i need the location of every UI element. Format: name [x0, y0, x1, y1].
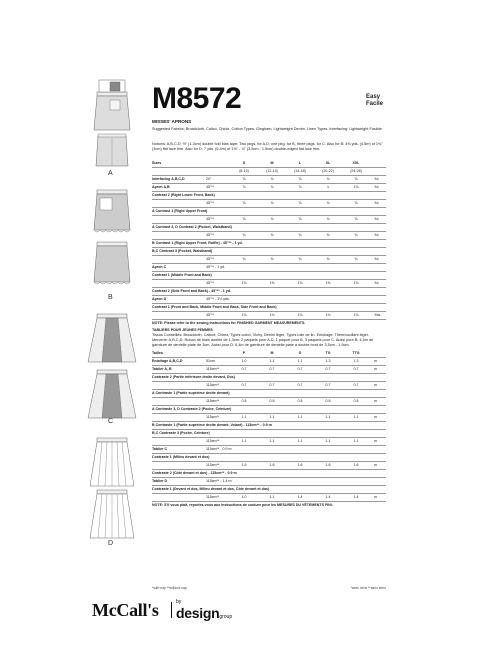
size-range-cell: (8-10) [239, 169, 249, 173]
yardage-value: ⅛ [270, 177, 274, 181]
yardage-value: 1.1 [325, 439, 331, 443]
yardage-row-label: Entoilage A,B,C,D [152, 359, 183, 363]
fabric-width: 115cm** [206, 439, 220, 443]
yardage-unit: m [374, 399, 377, 403]
yardage-value: 1.4 [353, 495, 359, 499]
yardage-value: 0.7 [241, 367, 247, 371]
mccalls-logo: McCall's [92, 600, 159, 620]
yardage-value: ⅝ [242, 233, 246, 237]
yardage-row-label: B,C Contrast 3 (Pocket, Waistband) [152, 249, 213, 253]
yardage-row-label: Tablier D [152, 479, 168, 483]
nap-legend [152, 586, 386, 592]
view-label-a: A [108, 170, 113, 177]
yardage-value: 0.5 [325, 399, 331, 403]
yardage-value: 1.1 [241, 439, 247, 443]
french-title: TABLIERS POUR JEUNES FEMMES [152, 328, 213, 332]
yardage-value: 0.7 [325, 367, 331, 371]
yardage-value: 1⅛ [269, 313, 275, 317]
yardage-row-label: Interfacing A,B,C,D [152, 177, 185, 181]
yardage-row [152, 422, 386, 430]
yardage-row [152, 184, 386, 192]
yardage-value: 1.4 [297, 495, 303, 499]
nap-legend-fr: *avec sens **sans sens [350, 586, 386, 590]
yardage-row [152, 366, 386, 374]
yardage-value: ⅝ [354, 257, 358, 261]
view-label-c: C [108, 418, 114, 425]
yardage-row-label: Tablier A, B [152, 367, 172, 371]
pattern-number: M8572 [152, 82, 242, 115]
yardage-value: ⅝ [298, 233, 302, 237]
yardage-row [152, 312, 386, 320]
yardage-row-label: B Contraste 1 (Partie supérieur droite devant, Volant) - 115cm** - 0.9 m [152, 423, 272, 427]
yardage-row [152, 462, 386, 470]
yardage-row-label: A Contrast 1 (Right Upper Front) [152, 209, 208, 213]
yardage-value: 1.1 [269, 495, 275, 499]
difficulty-rating [366, 94, 383, 108]
yardage-value: 1 [327, 185, 329, 189]
size-header-cell: M [270, 351, 274, 355]
yardage-value: 0.7 [297, 367, 303, 371]
yardage-value: 1.1 [353, 415, 359, 419]
yardage-row [152, 200, 386, 208]
yardage-row [152, 382, 386, 390]
yardage-row [152, 256, 386, 264]
yardage-row [152, 494, 386, 502]
yardage-value: 0.7 [241, 383, 247, 387]
yardage-value: 1.1 [297, 359, 303, 363]
logo-group: group [219, 614, 233, 620]
fabric-width: 115cm** [206, 367, 220, 371]
yardage-row [152, 264, 386, 272]
yardage-unit: Yds. [374, 313, 382, 317]
yardage-row [152, 454, 386, 462]
fabric-width: 51cm [206, 359, 215, 363]
nap-legend-en: *with nap **without nap [152, 586, 187, 590]
difficulty-fr: Facile [366, 101, 384, 107]
yardage-value: 1⅛ [353, 313, 359, 317]
yardage-value: 0.5 [269, 399, 275, 403]
yardage-row [152, 304, 386, 312]
yardage-value: ⅛ [298, 217, 302, 221]
yardage-table-fr [152, 350, 386, 508]
yardage-value: ⅛ [326, 217, 330, 221]
yardage-row [152, 478, 386, 486]
yardage-row [152, 470, 386, 478]
yardage-value: 1.1 [269, 439, 275, 443]
size-header-label: Sizes [152, 161, 162, 165]
yardage-value: 1.1 [353, 439, 359, 443]
yardage-value: 1.5 [241, 463, 247, 467]
yardage-value: 1⅛ [325, 313, 331, 317]
yardage-value: ⅝ [326, 233, 330, 237]
view-b-illustration [82, 182, 142, 302]
fabric-width: 115cm** [206, 495, 220, 499]
yardage-unit: m [374, 495, 377, 499]
yardage-value: 1⅛ [297, 313, 303, 317]
yardage-value: ⅝ [242, 257, 246, 261]
yardage-value: 1.3 [353, 359, 359, 363]
yardage-value: 1.0 [241, 359, 247, 363]
size-range-cell: (20-22) [322, 169, 334, 173]
yardage-value: ⅛ [270, 217, 274, 221]
yardage-value: 1.1 [297, 415, 303, 419]
size-header-row [152, 160, 386, 168]
fabric-width: 115cm** [206, 463, 220, 467]
notions: Notions: A,B,C,D: ½" (1.3cm) double fold bias tape: Two pkgs. for A,D; one pkg. for B, three pkgs. for C. Also for B: 4⅝ yds. (4.5m) of 1⅜" (3cm) flat lace trim. Also for D: 7 yds. (6.4m) of 1½" - ¾" (3.5cm - 1.5cm) double-edged flat lace trim. [152, 142, 383, 151]
yardage-value: 1.1 [269, 415, 275, 419]
yardage-value: 1.1 [325, 415, 331, 419]
fabric-width: 45"** [206, 233, 215, 237]
size-header-cell: TTG [352, 351, 360, 355]
yardage-row-label: Contraste 2 (Partie inférieure droite devant, Dos) [152, 375, 235, 379]
view-c-illustration [82, 306, 142, 426]
fabric-width: 45"** [206, 281, 215, 285]
pattern-title: MISSES' APRONS [152, 119, 192, 124]
yardage-value: 0.7 [269, 367, 275, 371]
yardage-row [152, 224, 386, 232]
yardage-value: 1.6 [297, 463, 303, 467]
difficulty-en: Easy [366, 94, 381, 100]
yardage-value: 0.7 [353, 383, 359, 387]
yardage-row [152, 272, 386, 280]
yardage-row [152, 358, 386, 366]
fabric-width: 45"** [206, 217, 215, 221]
yardage-value: ⅛ [242, 217, 246, 221]
yardage-row [152, 414, 386, 422]
yardage-row [152, 216, 386, 224]
size-header-cell: M [270, 161, 274, 165]
yardage-row-label: Apron A,B [152, 185, 170, 189]
by-design-group-logo [176, 600, 232, 623]
yardage-row-label: Apron C [152, 265, 167, 269]
suggested-fabrics: Suggested Fabrics: Broadcloth, Calico, Chintz, Cotton Types, Gingham, Lightweight Denim, Linen Types. Interfacing: Lightweight Fusible. [152, 127, 383, 131]
fabric-width: 115cm** [206, 399, 220, 403]
yardage-row [152, 430, 386, 438]
yardage-unit: Yd. [374, 177, 380, 181]
size-header-row [152, 350, 386, 358]
yardage-value: 0.7 [325, 383, 331, 387]
yardage-row [152, 406, 386, 414]
french-notions: Mercerie: A,B,C,D: Ruban de biais double de 1,3cm: 2 paquets pour A,D, 1 paquet pour B, 3 paquets pour C. Aussi pour B: 4,5m de garniture de dentelle plate de 3cm. Aussi pour D: 6,4m de garniture de dentelle plate à double bord de 3,5cm - 1,5cm. [152, 338, 374, 347]
fabric-width: 45"** [206, 257, 215, 261]
size-header-cell: P [242, 351, 246, 355]
yardage-value: ⅝ [298, 257, 302, 261]
yardage-row-label: B Contrast 1 (Right Upper Front, Ruffle) - 45"** - 1 yd. [152, 241, 243, 245]
size-range-cell: (14-18) [294, 169, 306, 173]
size-header-cell: G [298, 351, 302, 355]
yardage-row-label: A Contrast 3, D Contrast 2 (Pocket, Waistband) [152, 225, 232, 229]
yardage-value: 1.6 [325, 463, 331, 467]
yardage-value: ⅞ [270, 185, 274, 189]
fabric-width: 115cm** - 0.9 m [206, 447, 232, 451]
french-section [152, 328, 386, 348]
yardage-value: ⅛ [242, 201, 246, 205]
size-range-cell: (12-14) [266, 169, 278, 173]
yardage-value: 0.5 [241, 399, 247, 403]
yardage-value: 1.1 [297, 439, 303, 443]
yardage-row [152, 296, 386, 304]
logo-by: by [176, 599, 182, 605]
apron-views [82, 70, 142, 547]
size-header-cell: L [298, 161, 302, 165]
table-note: NOTE: S'il vous plaît, reportez-vous aux instructions de couture pour les MESURES DU VÊTEMENTS FINI. [152, 503, 333, 507]
size-header-cell: XL [325, 161, 331, 165]
yardage-value: 1⅝ [325, 281, 331, 285]
size-range-row [152, 168, 386, 176]
yardage-row [152, 486, 386, 494]
yardage-row-label: Contrast 2 (Right Lower Front, Back) [152, 193, 215, 197]
yardage-row [152, 176, 386, 184]
yardage-value: ⅛ [298, 201, 302, 205]
size-header-cell: XXL [352, 161, 360, 165]
yardage-value: ⅝ [326, 257, 330, 261]
yardage-value: 1.0 [241, 495, 247, 499]
yardage-value: ⅝ [354, 233, 358, 237]
yardage-row-label: Contrast 1 (Front and Back, Middle Front and Back, Side Front and Back) [152, 305, 277, 309]
yardage-unit: Yd. [374, 233, 380, 237]
yardage-value: 1.4 [325, 495, 331, 499]
yardage-row-label: Apron D [152, 297, 167, 301]
yardage-row-label: A Contraste 1 (Partie supérieur droite devant) [152, 391, 230, 395]
yardage-unit: m [374, 415, 377, 419]
yardage-value: ⅛ [270, 201, 274, 205]
view-label-b: B [108, 294, 113, 301]
yardage-unit: Yd. [374, 217, 380, 221]
fabric-width: 115cm** - 1.4 m [206, 479, 232, 483]
yardage-value: ⅛ [242, 177, 246, 181]
yardage-value: 0.7 [269, 383, 275, 387]
yardage-value: 1⅛ [241, 313, 247, 317]
yardage-row-label: Contraste 1 (Devant et dos, Milieu devant et dos, Côté devant et dos) [152, 487, 270, 491]
fabric-width: 45"** [206, 201, 215, 205]
yardage-row-label: Contrast 1 (Middle Front and Back) [152, 273, 212, 277]
yardage-unit: m [374, 359, 377, 363]
yardage-row [152, 374, 386, 382]
yardage-value: 0.7 [297, 383, 303, 387]
yardage-row-label: B,C Contraste 3 (Poche, Ceinture) [152, 431, 210, 435]
yardage-unit: m [374, 439, 377, 443]
yardage-row [152, 208, 386, 216]
size-header-cell: S [242, 161, 246, 165]
yardage-row [152, 280, 386, 288]
size-header-label: Tailles [152, 351, 163, 355]
yardage-value: ⅝ [270, 233, 274, 237]
fabric-width: 45"** - 1⅛ yds. [206, 297, 230, 301]
yardage-row [152, 398, 386, 406]
fabric-width: 45"** [206, 185, 215, 189]
yardage-value: ⅛ [354, 217, 358, 221]
yardage-row [152, 438, 386, 446]
yardage-row [152, 446, 386, 454]
yardage-value: ⅛ [354, 201, 358, 205]
yardage-row-label: Tablier C [152, 447, 168, 451]
yardage-value: 1.3 [325, 359, 331, 363]
yardage-value: ⅛ [298, 177, 302, 181]
yardage-unit: Yd. [374, 257, 380, 261]
yardage-row [152, 232, 386, 240]
yardage-value: ⅝ [270, 257, 274, 261]
yardage-value: ⅞ [242, 185, 246, 189]
yardage-unit: Yd. [374, 185, 380, 189]
view-label-d: D [108, 540, 114, 547]
yardage-row [152, 248, 386, 256]
yardage-value: 1.1 [269, 359, 275, 363]
yardage-row [152, 240, 386, 248]
yardage-value: 1⅛ [353, 185, 359, 189]
yardage-value: ⅞ [298, 185, 302, 189]
yardage-value: ⅛ [354, 177, 358, 181]
size-range-cell: (24-26) [350, 169, 362, 173]
yardage-value: 1⅝ [353, 281, 359, 285]
view-d-illustration [82, 430, 142, 550]
size-header-cell: TG [325, 351, 331, 355]
yardage-value: 0.7 [353, 367, 359, 371]
yardage-value: 1.6 [353, 463, 359, 467]
yardage-value: 0.5 [297, 399, 303, 403]
yardage-value: ⅛ [326, 201, 330, 205]
fabric-width: 20" [206, 177, 212, 181]
yardage-value: ⅛ [326, 177, 330, 181]
view-a-illustration [82, 70, 142, 178]
yardage-value: 1⅝ [269, 281, 275, 285]
yardage-value: 0.5 [353, 399, 359, 403]
yardage-row-label: Contrast 2 (Side Front and Back) - 45"** - 1 yd. [152, 289, 231, 293]
yardage-value: 1⅝ [297, 281, 303, 285]
yardage-row-label: Contraste 1 (Milieu devant et dos) [152, 455, 210, 459]
logo-divider [171, 602, 172, 618]
table-note: NOTE: Please refer to the sewing instructions for FINISHED GARMENT MEASUREMENTS. [152, 321, 306, 325]
yardage-row [152, 390, 386, 398]
yardage-unit: m [374, 383, 377, 387]
yardage-value: 1.6 [269, 463, 275, 467]
yardage-row-label: A Contraste 3, D Contraste 2 (Poche, Ceinture) [152, 407, 232, 411]
yardage-row-label: Contraste 2 (Côté devant et dos) - 115cm** - 0.9 m [152, 471, 237, 475]
yardage-table-en [152, 160, 386, 326]
yardage-value: 1⅝ [241, 281, 247, 285]
french-fabrics: Tissus Conseillés: Broadcloth, Calicot, Chintz, Types coton, Vichy, Denim léger, Types toile de lin. Entoilage: Thermocollant léger. [152, 333, 369, 337]
fabric-width: 115cm** [206, 415, 220, 419]
yardage-unit: m [374, 367, 377, 371]
yardage-value: 1.1 [241, 415, 247, 419]
yardage-unit: m [374, 463, 377, 467]
fabric-width: 115cm** [206, 383, 220, 387]
yardage-row [152, 288, 386, 296]
fabric-width: 45"** [206, 313, 215, 317]
yardage-unit: Yd. [374, 281, 380, 285]
logo-design: design [176, 605, 220, 621]
fabric-width: 45"** - 1 yd. [206, 265, 226, 269]
yardage-unit: Yd. [374, 201, 380, 205]
yardage-row [152, 192, 386, 200]
